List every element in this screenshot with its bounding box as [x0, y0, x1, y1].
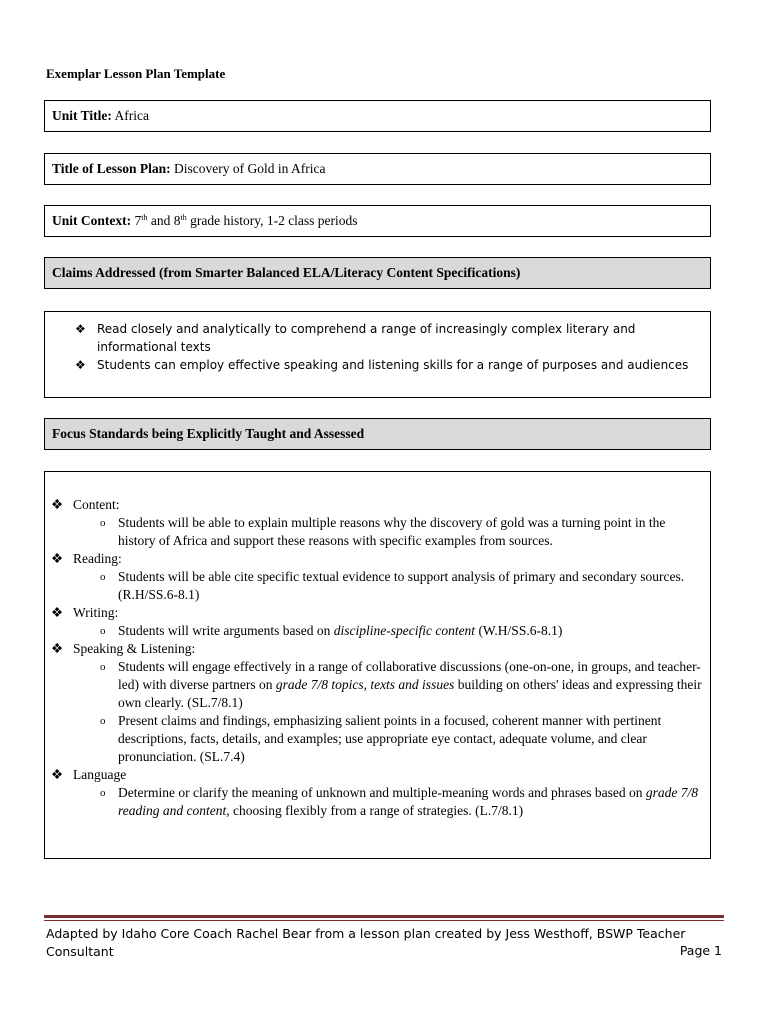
unit-context-box [44, 205, 711, 237]
standard-emphasis: grade 7/8 reading and content [118, 785, 698, 818]
category-label: Language [73, 767, 127, 782]
claim-text: Students can employ effective speaking and listening skills for a range of purposes and audiences [97, 358, 689, 372]
standard-item [51, 712, 704, 766]
standard-text: (W.H/SS.6-8.1) [478, 623, 563, 638]
diamond-bullet-icon: ❖ [75, 358, 86, 372]
diamond-bullet-icon: ❖ [51, 641, 64, 656]
circle-bullet-icon: o [100, 571, 106, 583]
unit-context-grade1: 7 [134, 213, 142, 228]
category-label: Content: [73, 497, 120, 512]
standard-emphasis: grade 7/8 topics, texts and issues [275, 677, 455, 692]
circle-bullet-icon: o [100, 787, 106, 799]
standard-text: Determine or clarify the meaning of unknown and multiple-meaning words and phrases based on [118, 785, 643, 800]
unit-context-sup2: th [180, 213, 187, 222]
standard-text: Students will engage effectively in a range of collaborative discussions (one-on-one, in groups, and teacher-led) with diverse partners on [118, 659, 701, 692]
standard-item [51, 622, 704, 640]
diamond-bullet-icon: ❖ [75, 322, 86, 336]
standard-category-reading [51, 550, 704, 568]
standard-item [51, 784, 704, 820]
standard-category-speaking [51, 640, 704, 658]
standard-text: Students will be able to explain multiple reasons why the discovery of gold was a turning point in the history of Africa and support these reasons with specific examples from sources. [118, 515, 666, 548]
diamond-bullet-icon: ❖ [51, 551, 64, 566]
focus-heading: Focus Standards being Explicitly Taught and Assessed [44, 418, 711, 450]
diamond-bullet-icon: ❖ [51, 497, 64, 512]
unit-title-value: Africa [114, 108, 150, 123]
standard-text: Present claims and findings, emphasizing salient points in a focused, coherent manner with pertinent descriptions, facts, details, and examples; use appropriate eye contact, adequate volume, and clear pronunciation. (SL.7.4) [118, 713, 662, 764]
standard-text: Students will write arguments based on [118, 623, 331, 638]
footer-rule-thin [44, 920, 724, 921]
standard-text: , choosing flexibly from a range of strategies. (L.7/8.1) [226, 803, 524, 818]
page-number: Page 1 [679, 943, 722, 958]
circle-bullet-icon: o [100, 715, 106, 727]
lesson-title-box [44, 153, 711, 185]
category-label: Writing: [73, 605, 119, 620]
claim-text: Read closely and analytically to comprehend a range of increasingly complex literary and informational texts [97, 322, 636, 354]
claim-item [75, 320, 700, 356]
unit-context-sup1: th [141, 213, 148, 222]
footer-credit: Adapted by Idaho Core Coach Rachel Bear from a lesson plan created by Jess Westhoff, BSWP Teacher Consultant [46, 926, 686, 959]
unit-context-grade2: 8 [173, 213, 181, 228]
category-label: Reading: [73, 551, 122, 566]
claims-box [44, 311, 711, 398]
unit-context-rest: grade history, 1-2 class periods [190, 213, 358, 228]
standard-item [51, 568, 704, 604]
claims-list [75, 320, 700, 374]
unit-title-box [44, 100, 711, 132]
standard-item [51, 658, 704, 712]
standard-category-language [51, 766, 704, 784]
standard-text: building on others' ideas and expressing their own clearly. (SL.7/8.1) [118, 677, 702, 710]
unit-title-label: Unit Title: [52, 108, 112, 123]
lesson-title-value: Discovery of Gold in Africa [174, 161, 326, 176]
focus-standards-box [44, 471, 711, 859]
circle-bullet-icon: o [100, 517, 106, 529]
standard-category-content [51, 496, 704, 514]
circle-bullet-icon: o [100, 661, 106, 673]
standard-text: Students will be able cite specific textual evidence to support analysis of primary and secondary sources. (R.H/SS.6-8.1) [118, 569, 685, 602]
lesson-title-label: Title of Lesson Plan: [52, 161, 171, 176]
document-title: Exemplar Lesson Plan Template [46, 66, 226, 81]
diamond-bullet-icon: ❖ [51, 767, 64, 782]
unit-context-and: and [150, 213, 171, 228]
standard-category-writing [51, 604, 704, 622]
diamond-bullet-icon: ❖ [51, 605, 64, 620]
category-label: Speaking & Listening: [73, 641, 196, 656]
claims-heading: Claims Addressed (from Smarter Balanced ELA/Literacy Content Specifications) [44, 257, 711, 289]
standard-emphasis: discipline-specific content [333, 623, 476, 638]
circle-bullet-icon: o [100, 625, 106, 637]
footer-rule-thick [44, 915, 724, 918]
unit-context-label: Unit Context: [52, 213, 132, 228]
standard-item [51, 514, 704, 550]
claim-item [75, 356, 700, 374]
